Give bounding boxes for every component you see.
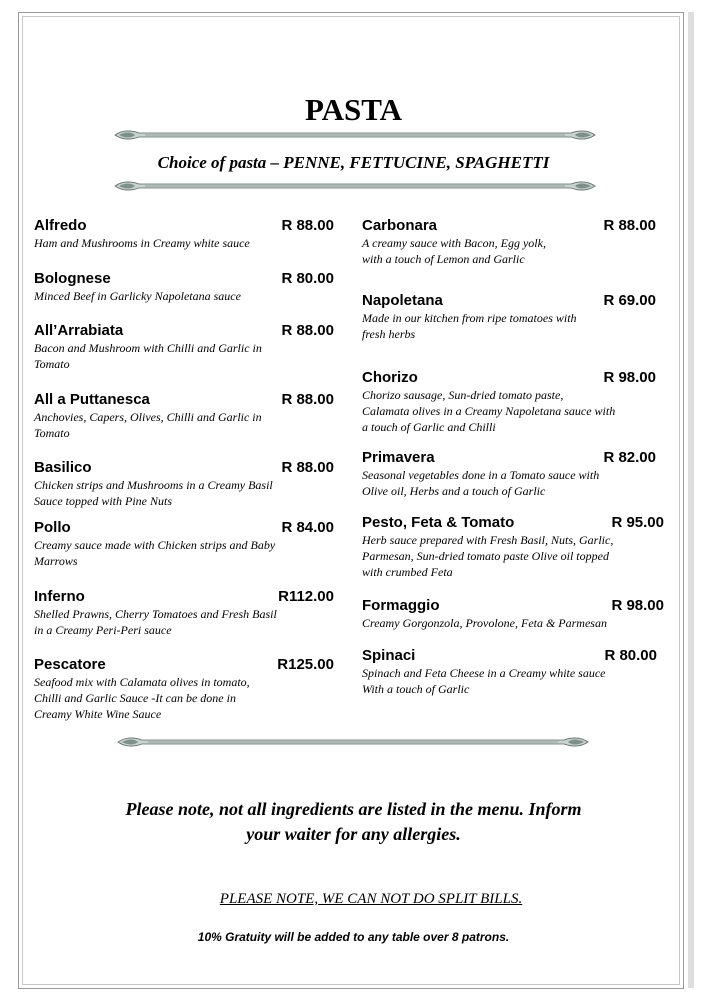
item-description: Herb sauce prepared with Fresh Basil, Nuts, Garlic, Parmesan, Sun-dried tomato paste Olive oil topped with crumbed Feta [362,533,614,579]
item-price: R 88.00 [281,322,334,339]
item-description: Chicken strips and Mushrooms in a Creamy Basil Sauce topped with Pine Nuts [34,478,273,508]
ornament-divider-bottom-icon [108,731,598,753]
item-price: R112.00 [278,588,334,605]
menu-item-formaggio [362,597,662,637]
item-description: Seasonal vegetables done in a Tomato sauce with Olive oil, Herbs and a touch of Garlic [362,468,600,498]
item-description: Minced Beef in Garlicky Napoletana sauce [34,289,241,303]
item-name: Pescatore [34,656,106,673]
item-price: R 88.00 [281,217,334,234]
item-price: R 80.00 [604,647,657,664]
item-description: Creamy Gorgonzola, Provolone, Feta & Parmesan [362,616,607,630]
item-name: Pollo [34,519,71,536]
item-description: Chorizo sausage, Sun-dried tomato paste, Calamata olives in a Creamy Napoletana sauce with a touch of Garlic and Chilli [362,388,616,434]
item-description: A creamy sauce with Bacon, Egg yolk, with a touch of Lemon and Garlic [362,236,546,266]
menu-item-bolognese [34,270,334,310]
menu-title: PASTA [304,92,403,127]
item-name: Pesto, Feta & Tomato [362,514,515,531]
item-price: R 82.00 [603,449,656,466]
menu-item-napoletana [362,292,656,348]
allergy-note-line-2: your waiter for any allergies. [246,824,461,844]
item-description: Anchovies, Capers, Olives, Chilli and Garlic in Tomato [34,410,262,440]
item-price: R 88.00 [281,459,334,476]
item-name: Spinaci [362,647,416,664]
item-price: R 98.00 [603,369,656,386]
menu-item-basilico [34,459,334,515]
item-name: Carbonara [362,217,438,234]
menu-item-spinaci [362,647,657,703]
item-description: Creamy sauce made with Chicken strips and Baby Marrows [34,538,276,568]
item-description: Ham and Mushrooms in Creamy white sauce [34,236,250,250]
item-description: Spinach and Feta Cheese in a Creamy white sauce With a touch of Garlic [362,666,606,696]
menu-item-pollo [34,519,334,575]
item-price: R 80.00 [281,270,334,287]
item-description: Seafood mix with Calamata olives in tomato, Chilli and Garlic Sauce -It can be done in Creamy White Wine Sauce [34,675,250,721]
gratuity-note: 10% Gratuity will be added to any table over 8 patrons. [197,930,510,944]
item-description: Made in our kitchen from ripe tomatoes with fresh herbs [362,311,577,341]
item-name: Basilico [34,459,92,476]
item-name: Primavera [362,449,435,466]
item-price: R 95.00 [611,514,664,531]
item-name: All’Arrabiata [34,322,124,339]
item-price: R 84.00 [281,519,334,536]
item-price: R125.00 [277,656,334,673]
menu-item-primavera [362,449,656,505]
item-name: All a Puttanesca [34,391,150,408]
menu-item-inferno [34,588,334,644]
menu-item-pesto-feta-tomato [362,514,662,584]
allergy-note [0,797,707,847]
ornament-divider-top-icon [105,124,605,146]
pasta-choice-subtitle: Choice of pasta – PENNE, FETTUCINE, SPAGHETTI [157,153,550,172]
menu-item-chorizo [362,369,656,439]
ornament-divider-sub-icon [105,175,605,197]
allergy-note-line-1: Please note, not all ingredients are listed in the menu. Inform [125,799,582,819]
item-name: Napoletana [362,292,443,309]
item-price: R 88.00 [281,391,334,408]
item-price: R 88.00 [603,217,656,234]
item-name: Chorizo [362,369,418,386]
menu-item-alfredo [34,217,334,257]
split-bills-note: PLEASE NOTE, WE CAN NOT DO SPLIT BILLS. [219,891,523,907]
item-description: Shelled Prawns, Cherry Tomatoes and Fresh Basil in a Creamy Peri-Peri sauce [34,607,277,637]
item-name: Alfredo [34,217,87,234]
item-name: Inferno [34,588,85,605]
item-description: Bacon and Mushroom with Chilli and Garlic in Tomato [34,341,262,371]
menu-item-puttanesca [34,391,334,447]
menu-item-pescatore [34,656,334,726]
item-price: R 98.00 [611,597,664,614]
menu-item-carbonara [362,217,656,273]
item-price: R 69.00 [603,292,656,309]
menu-item-allarrabiata [34,322,334,378]
item-name: Formaggio [362,597,440,614]
item-name: Bolognese [34,270,111,287]
